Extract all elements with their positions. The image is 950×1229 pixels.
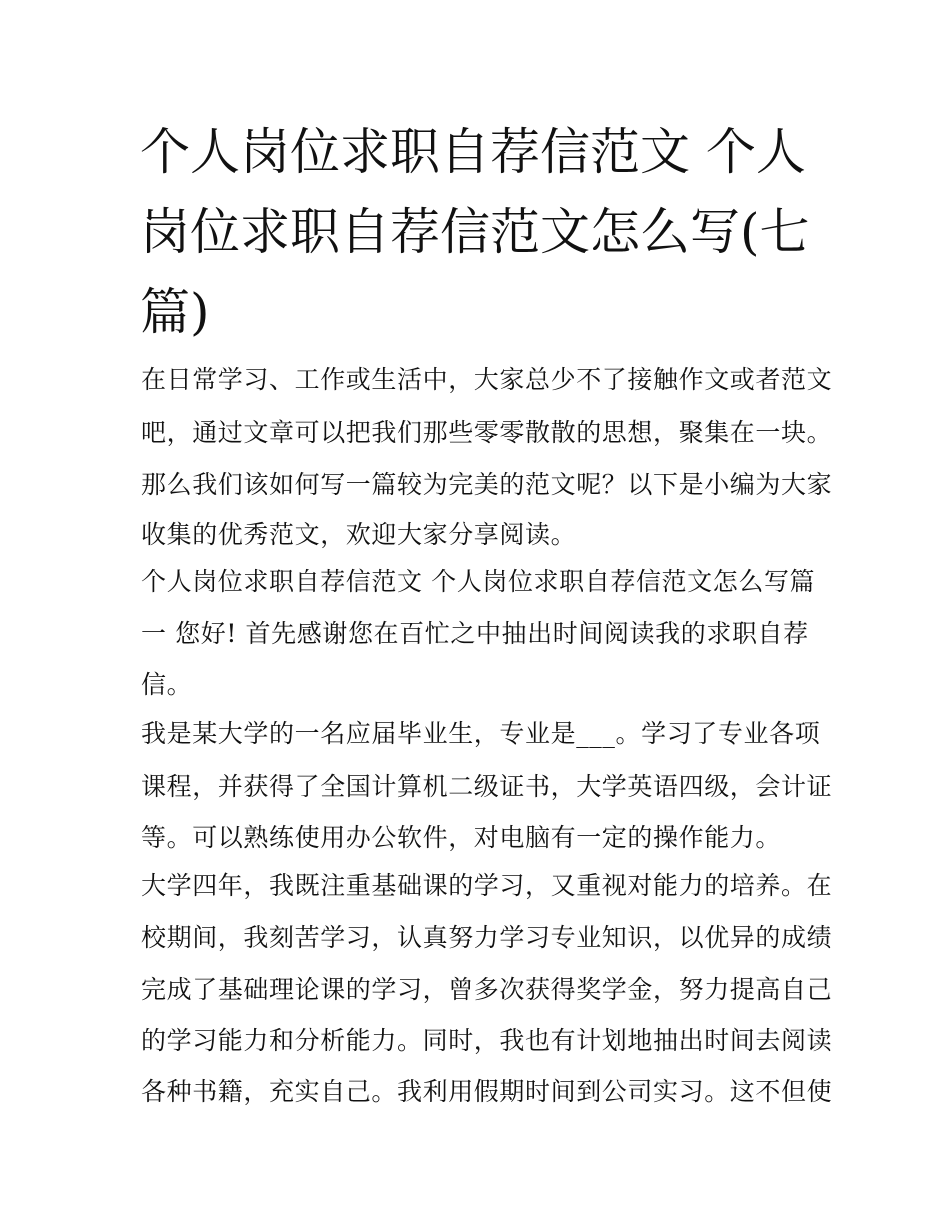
section-line: 一 您好! 首先感谢您在百忙之中抽出时间阅读我的求职自荐	[141, 619, 809, 648]
intro-line: 吧，通过文章可以把我们那些零零散散的思想，聚集在一块。	[141, 418, 833, 447]
paragraph-line: 大学四年，我既注重基础课的学习，又重视对能力的培养。在	[141, 871, 833, 900]
section-line: 信。	[141, 670, 193, 699]
intro-line: 收集的优秀范文，欢迎大家分享阅读。	[141, 520, 577, 549]
intro-line: 那么我们该如何写一篇较为完美的范文呢？以下是小编为大家	[141, 470, 833, 499]
document-title: 个人岗位求职自荐信范文 个人岗位求职自荐信范文怎么写(七篇)	[140, 123, 810, 341]
paragraph-line: 等。可以熟练使用办公软件，对电脑有一定的操作能力。	[141, 823, 782, 852]
paragraph-line: 各种书籍，充实自己。我利用假期时间到公司实习。这不但使	[141, 1077, 833, 1106]
paragraph-line: 课程，并获得了全国计算机二级证书，大学英语四级，会计证	[141, 772, 833, 801]
paragraph-line: 我是某大学的一名应届毕业生，专业是___。学习了专业各项	[141, 719, 821, 748]
paragraph-line: 校期间，我刻苦学习，认真努力学习专业知识，以优异的成绩	[141, 923, 833, 952]
intro-line: 在日常学习、工作或生活中，大家总少不了接触作文或者范文	[141, 365, 833, 394]
section-line: 个人岗位求职自荐信范文 个人岗位求职自荐信范文怎么写篇	[141, 567, 816, 596]
paragraph-line: 完成了基础理论课的学习，曾多次获得奖学金，努力提高自己	[141, 975, 833, 1004]
paragraph-line: 的学习能力和分析能力。同时，我也有计划地抽出时间去阅读	[141, 1026, 833, 1055]
